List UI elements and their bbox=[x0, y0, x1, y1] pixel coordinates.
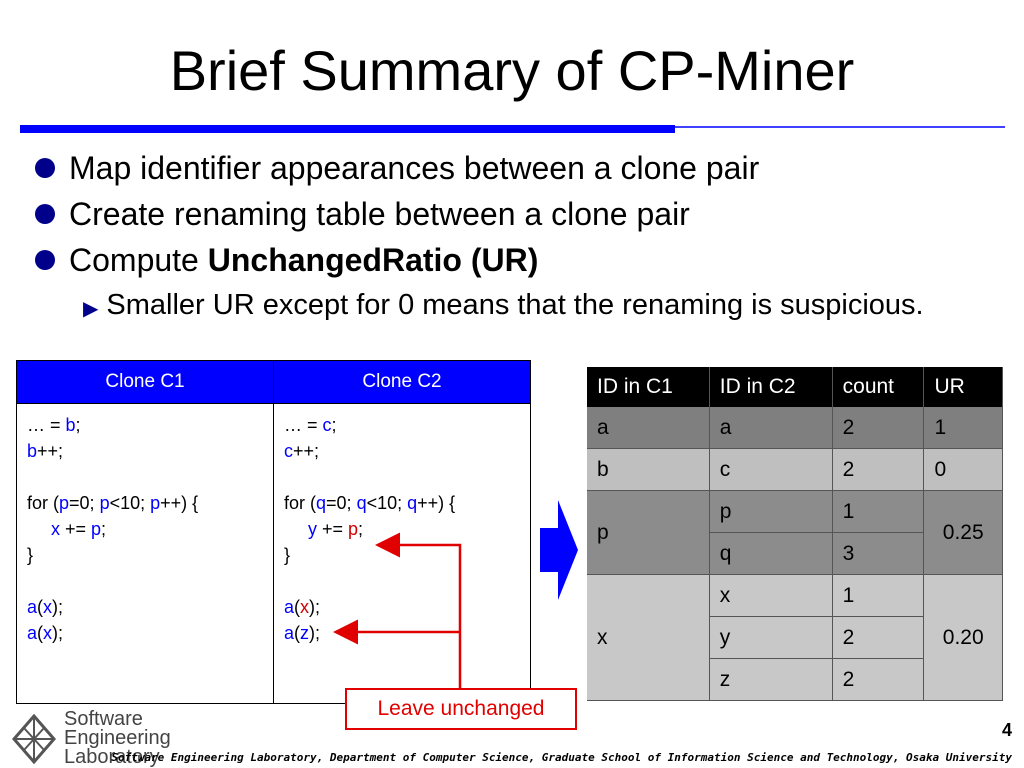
sub-bullet-item: ▶ Smaller UR except for 0 means that the renaming is suspicious. bbox=[83, 289, 995, 325]
bullet-item: Compute UnchangedRatio (UR) bbox=[35, 237, 995, 283]
table-row: z 2 bbox=[587, 659, 1003, 701]
header-clone-c1: Clone C1 bbox=[17, 361, 274, 404]
lab-logo: Software Engineering Laboratory bbox=[12, 710, 171, 767]
slide-title: Brief Summary of CP-Miner bbox=[169, 39, 855, 102]
header-id-c1: ID in C1 bbox=[587, 367, 709, 407]
header-ur: UR bbox=[924, 367, 1003, 407]
table-row: q 3 bbox=[587, 533, 1003, 575]
header-count: count bbox=[832, 367, 924, 407]
table-row: p p 1 0.25 bbox=[587, 491, 1003, 533]
triangle-bullet-icon: ▶ bbox=[83, 298, 99, 320]
code-line: c++; bbox=[284, 441, 320, 461]
table-row: a a 2 1 bbox=[587, 407, 1003, 449]
page-number: 4 bbox=[1001, 720, 1012, 740]
code-line: y += p; bbox=[308, 519, 364, 539]
code-line: } bbox=[27, 545, 34, 565]
code-line: } bbox=[284, 545, 291, 565]
code-line: … = c; bbox=[284, 415, 337, 435]
footer-text: Software Engineering Laboratory, Department of Computer Science, Graduate School of Information Science and Technology, Osaka University bbox=[111, 751, 1012, 764]
code-line: a(x); bbox=[27, 623, 64, 643]
code-line: for (p=0; p<10; p++) { bbox=[27, 493, 199, 513]
code-line: x += p; bbox=[51, 519, 107, 539]
code-line: a(x); bbox=[27, 597, 64, 617]
lab-logo-icon bbox=[12, 714, 56, 764]
bullet-item: Create renaming table between a clone pair bbox=[35, 191, 995, 237]
header-id-c2: ID in C2 bbox=[709, 367, 832, 407]
code-line: for (q=0; q<10; q++) { bbox=[284, 493, 456, 513]
code-line: a(x); bbox=[284, 597, 321, 617]
table-row: b c 2 0 bbox=[587, 449, 1003, 491]
leave-unchanged-callout: Leave unchanged bbox=[345, 688, 577, 730]
table-row: x x 1 0.20 bbox=[587, 575, 1003, 617]
code-line: a(z); bbox=[284, 623, 321, 643]
code-line: … = b; bbox=[27, 415, 81, 435]
header-clone-c2: Clone C2 bbox=[274, 361, 531, 404]
table-row: y 2 bbox=[587, 617, 1003, 659]
bullet-item: Map identifier appearances between a clone pair bbox=[35, 145, 995, 191]
code-line: b++; bbox=[27, 441, 64, 461]
